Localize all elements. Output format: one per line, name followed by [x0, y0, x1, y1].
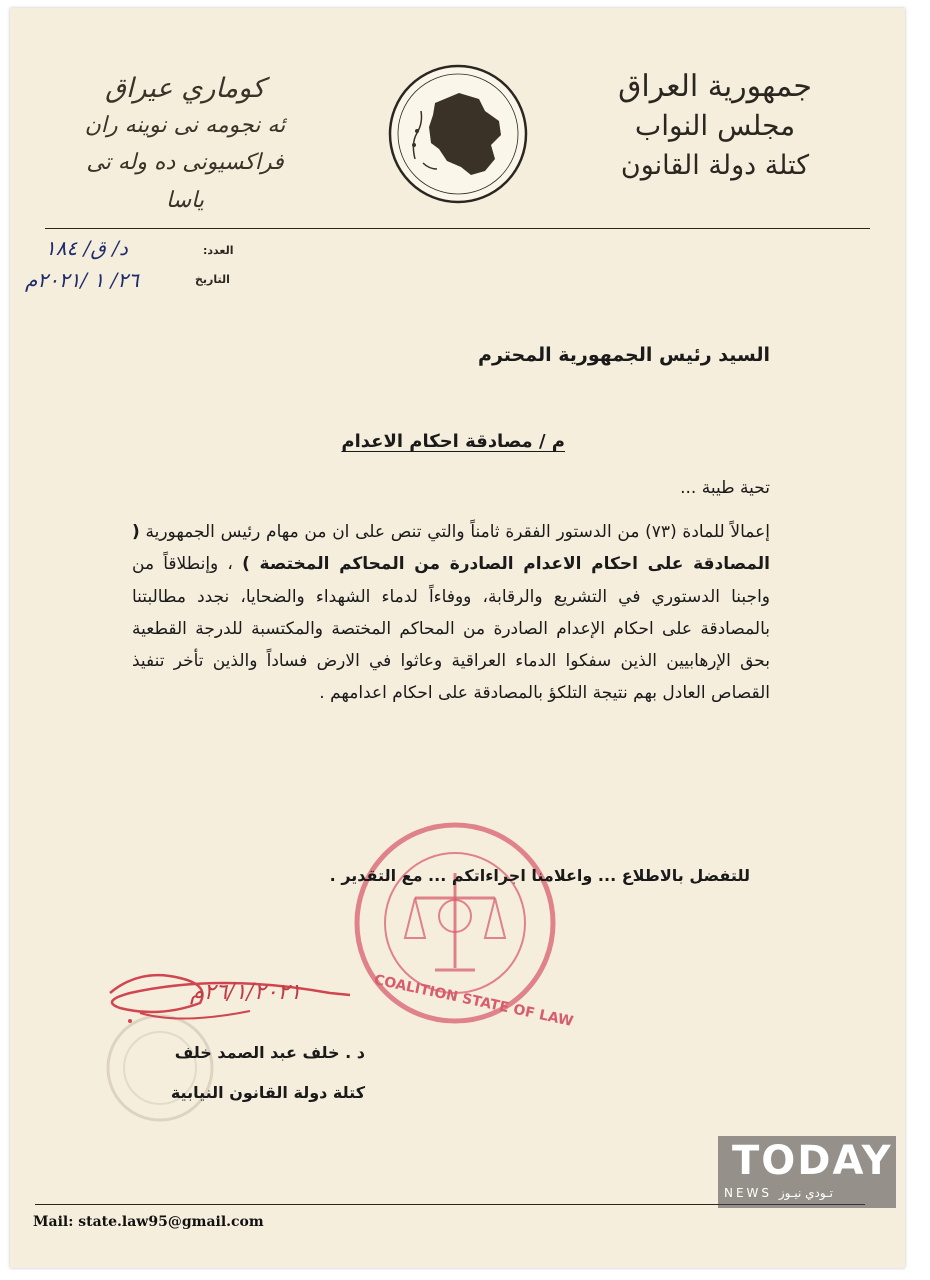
subject-line: م / مصادقة احكام الاعدام: [341, 431, 565, 452]
number-label: العدد:: [203, 244, 234, 257]
letterhead-bloc: كتلة دولة القانون: [620, 150, 810, 181]
letterhead-council: مجلس النواب: [634, 109, 796, 142]
letterhead-kurdish: [80, 70, 290, 220]
letterhead-arabic: [595, 68, 835, 186]
date-value: ٢٦/ ١ /٢٠٢١م: [25, 268, 139, 292]
signature-date: ٢٦/١/٢٠٢١م: [190, 980, 302, 1005]
signatory-name: د . خلف عبد الصمد خلف: [174, 1043, 365, 1062]
footer-email: Mail: state.law95@gmail.com: [33, 1214, 264, 1230]
iraq-map-emblem-icon: [387, 63, 529, 205]
letterhead-country: جمهورية العراق: [618, 69, 812, 104]
body-part-2: ، وإنطلاقاً من واجبنا الدستوري في التشريع والرقابة، ووفاءاً لدماء الشهداء والضحايا، نجدد مطالبتنا بالمصادقة على احكام الإعدام الصادرة من المحاكم المختصة والمكتسبة للدرجة القطعية بحق الإرهابيين الذين سفكوا الدماء العراقية وعاثوا في الارض فساداً والذين تأخر تنفيذ القصاص العادل بهم نتيجة التلكؤ بالمصادقة على احكام اعدامهم .: [132, 554, 770, 704]
watermark-sub: NEWS تـودي نيـوز: [724, 1186, 833, 1200]
letterhead-kurdish-council: ئه نجومه نى نوينه ران: [84, 113, 286, 138]
letter-page: [10, 8, 905, 1268]
addressee: السيد رئيس الجمهورية المحترم: [478, 344, 770, 366]
watermark-brand: TODAY: [732, 1138, 893, 1184]
date-label: التاريخ: [195, 273, 230, 286]
letter-body: [132, 516, 770, 710]
letterhead-kurdish-bloc: فراكسيونى ده وله تى ياسا: [86, 150, 284, 213]
body-part-1: إعمالاً للمادة (٧٣) من الدستور الفقرة ثامناً والتي تنص على ان من مهام رئيس الجمهورية: [139, 522, 770, 542]
today-news-watermark: [718, 1136, 896, 1208]
seal-ring-text: COALITION STATE OF LAW: [372, 972, 575, 1030]
closing-line: للتفضل بالاطلاع ... واعلامنا اجراءاتكم ... مع التقدير .: [329, 866, 750, 885]
greeting: تحية طيبة ...: [680, 478, 770, 498]
header-divider: [45, 228, 870, 229]
signatory-title: كتلة دولة القانون النيابية: [170, 1083, 365, 1102]
letterhead-kurdish-country: كوماري عيراق: [105, 73, 265, 104]
number-value: د/ ق/ ١٨٤: [45, 236, 128, 260]
body-bold-quote: ( المصادقة على احكام الاعدام الصادرة من المحاكم المختصة ): [132, 522, 770, 575]
